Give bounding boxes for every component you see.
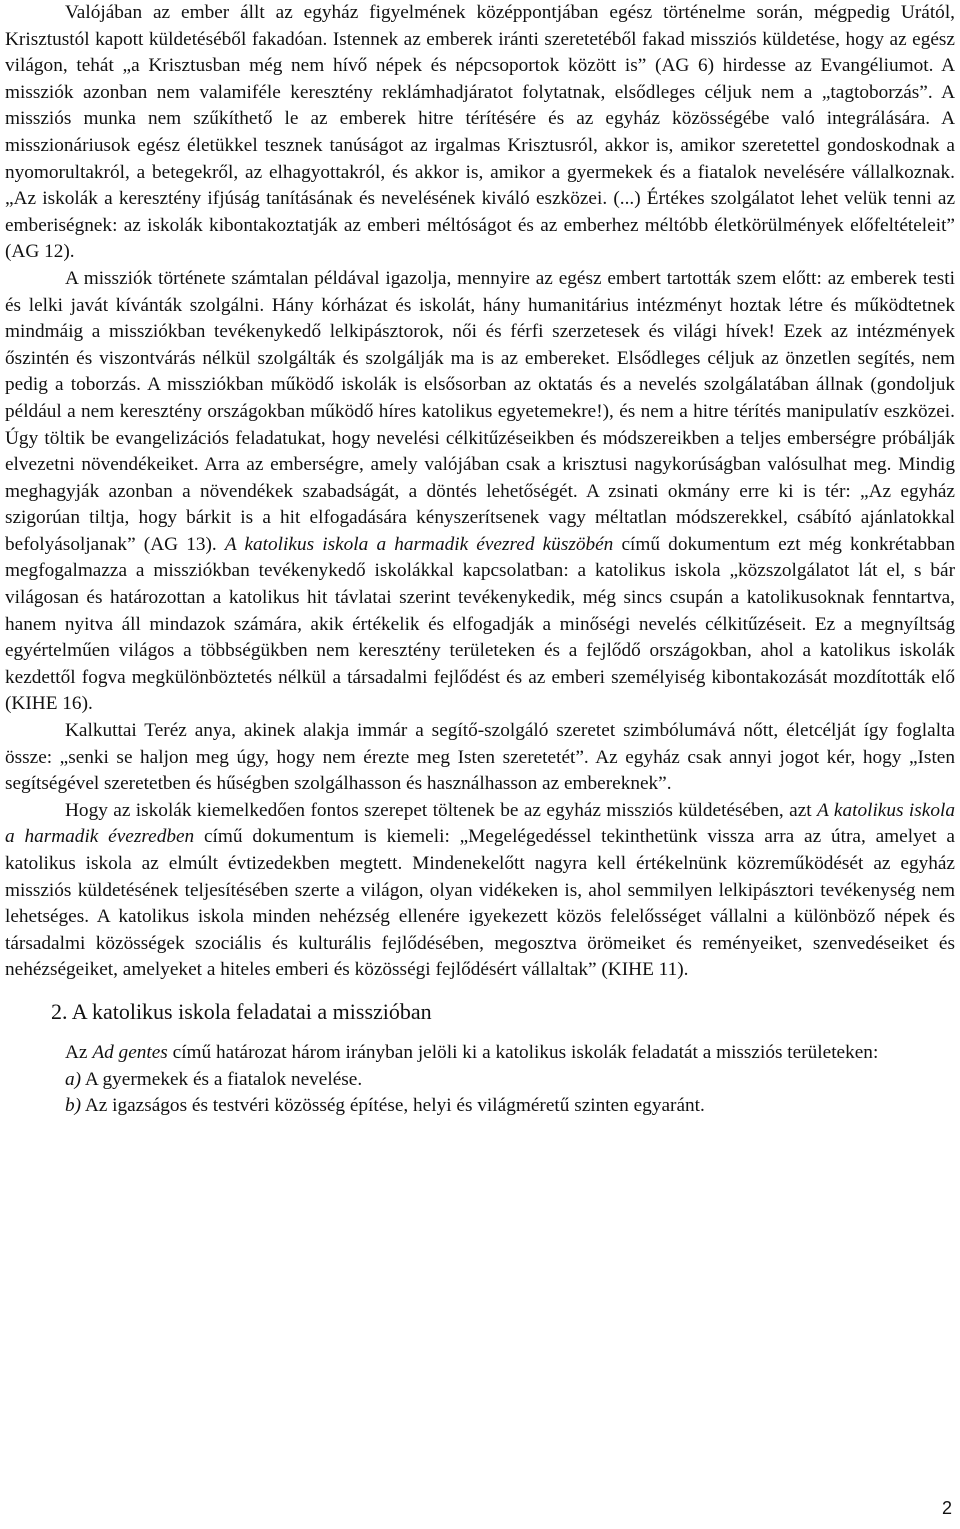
list-item [5, 1067, 955, 1094]
text-run: Kalkuttai Teréz anya, akinek alakja immár a segítő-szolgáló szeretet szimbólumává nőtt, életcélját így foglalta össze: „senki se haljon meg úgy, hogy nem érezte meg Isten szeretetét”. Az egyház csak annyi jogot kér, hogy „Isten segítségével szeretetben és hűségben szolgálhasson és használhasson az embereknek”. [5, 720, 955, 795]
paragraph [5, 798, 955, 984]
task-list [5, 1067, 955, 1120]
page-number: 2 [941, 1498, 952, 1518]
section-heading: 2. A katolikus iskola feladatai a misszióban [51, 998, 432, 1024]
paragraph [5, 718, 955, 798]
text-run: A missziók története számtalan példával igazolja, mennyire az egész embert tartották szem előtt: az emberek testi és lelki javát kívánták szolgálni. Hány kórházat és iskolát, hány humanitárius intézményt hoztak létre és működtetnek mindmáig a missziókban tevékenykedő lelkipásztorok, női és férfi szerzetesek és világi hívek! Ezek az intézmények őszintén és viszontvárás nélkül szolgálták és szolgálják ma is az embereket. Elsődleges céljuk az önzetlen segítés, nem pedig a toborzás. A missziókban működő iskolák is elsősorban az oktatás és a nevelés szolgálatában állnak (gondoljuk például a nem keresztény országokban működő híres katolikus egyetemekre!), és nem a hitre térítés manipulatív eszközei. Úgy töltik be evangelizációs feladatukat, hogy nevelési célkitűzéseikben és módszereikben a teljes emberségre próbálják elvezetni növendékeiket. Arra az emberségre, amely valójában csak a krisztusi nagykorúságban valósulhat meg. Mindig meghagyják azonban a növendékek szabadságát, a döntés lehetőségét. A zsinati okmány erre ki is tér: „Az egyház szigorúan tiltja, hogy bárkit is a hit elfogadására kényszerítsenek vagy méltatlan módszerekkel, csábító ajánlatokkal befolyásoljanak” (AG 13). [5, 267, 955, 555]
text-run: Az [65, 1041, 93, 1063]
text-run: Valójában az ember állt az egyház figyelmének középpontjában egész történelme során, mégpedig Urától, Krisztustól kapott küldetéséből fakadóan. Istennek az emberek iránti szeretetéből fakad missziós küldetése, hogy az egész világon, tehát „a Krisztusban még nem hívő népek és népcsoportok között is” (AG 6) hirdesse az Evangéliumot. A missziók azonban nem valamiféle keresztény reklámhadjáratot folytatnak, elsődleges céljuk nem a „tagtoborzás”. A missziós munka nem szűkíthető le az emberek hitre térítésére és az egyház közösségébe való integrálására. A misszionáriusok egész életükkel tesznek tanúságot az irgalmas Krisztusról, akkor is, amikor szeretettel gondoskodnak a nyomorultakról, a betegekről, az elhagyottakról, és akkor is, amikor a gyermekek és a fiatalok nevelésére vállalkoznak. „Az iskolák a keresztény ifjúság tanításának és nevelésének kiváló eszközei. (...) Értékes szolgálatot lehet velük tenni az emberiségnek: az iskolák kibontakoztatják az emberi méltóságot és az emberhez méltóbb életkörülmények előfeltételeit” (AG 12). [5, 2, 955, 263]
paragraph [5, 0, 955, 266]
paragraph [5, 266, 955, 718]
list-marker: b) [65, 1095, 82, 1117]
list-marker: a) [65, 1068, 82, 1090]
intro-paragraph [5, 1040, 955, 1067]
body-text [5, 0, 955, 984]
italic-title: A katolikus iskola a harmadik évezredben [5, 799, 955, 848]
text-run: című határozat három irányban jelöli ki a katolikus iskolák feladatát a missziós területeken: [167, 1041, 879, 1063]
document-page [5, 0, 955, 1120]
list-item-text: Az igazságos és testvéri közösség építése, helyi és világméretű szinten egyaránt. [81, 1095, 705, 1117]
text-run: című dokumentum ezt még konkrétabban megfogalmazza a missziókban tevékenykedő iskolákkal kapcsolatban: a katolikus iskola „közszolgálatot lát el, s bár világosan és határozottan a katolikus hit távlatai szerint tevékenykedik, még sincs csupán a katolikusoknak fenntartva, hanem nyitva áll mindazok számára, akik értékelik és elfogadják a minőségi nevelés célkitűzéseit. Ez a megnyíltság egyértelműen világos a többségükben nem keresztény területeken és a fejlődő országokban, ahol a katolikus iskolák kezdettől fogva megkülönböztetés nélkül a társadalmi fejlődést és az emberi személyiség kibontakozását mozdították elő (KIHE 16). [5, 533, 955, 715]
italic-title: A katolikus iskola a harmadik évezred küszöbén [224, 533, 614, 555]
list-item-text: A gyermekek és a fiatalok nevelése. [81, 1068, 363, 1090]
list-item [5, 1093, 955, 1120]
text-run: Hogy az iskolák kiemelkedően fontos szerepet töltenek be az egyház missziós küldetésében, azt [65, 799, 818, 821]
text-run: című dokumentum is kiemeli: „Megelégedéssel tekinthetünk vissza arra az útra, amelyet a katolikus iskola az elmúlt évtizedekben megtett. Mindenekelőtt nagyra kell értékelnünk közreműködését az egyház missziós küldetésének teljesítésében szerte a világon, olyan vidékeken is, ahol semmilyen lelkipásztori tevékenység nem lehetséges. A katolikus iskola minden nehézség ellenére igyekezett közös felelősséget vállalni a különböző népek és társadalmi közösségek szociális és kulturális fejlődésében, megosztva örömeiket és reményeiket, szenvedéseiket és nehézségeiket, amelyeket a hiteles emberi és közösségi fejlődésért vállaltak” (KIHE 11). [5, 826, 955, 981]
italic-title: Ad gentes [92, 1041, 168, 1063]
